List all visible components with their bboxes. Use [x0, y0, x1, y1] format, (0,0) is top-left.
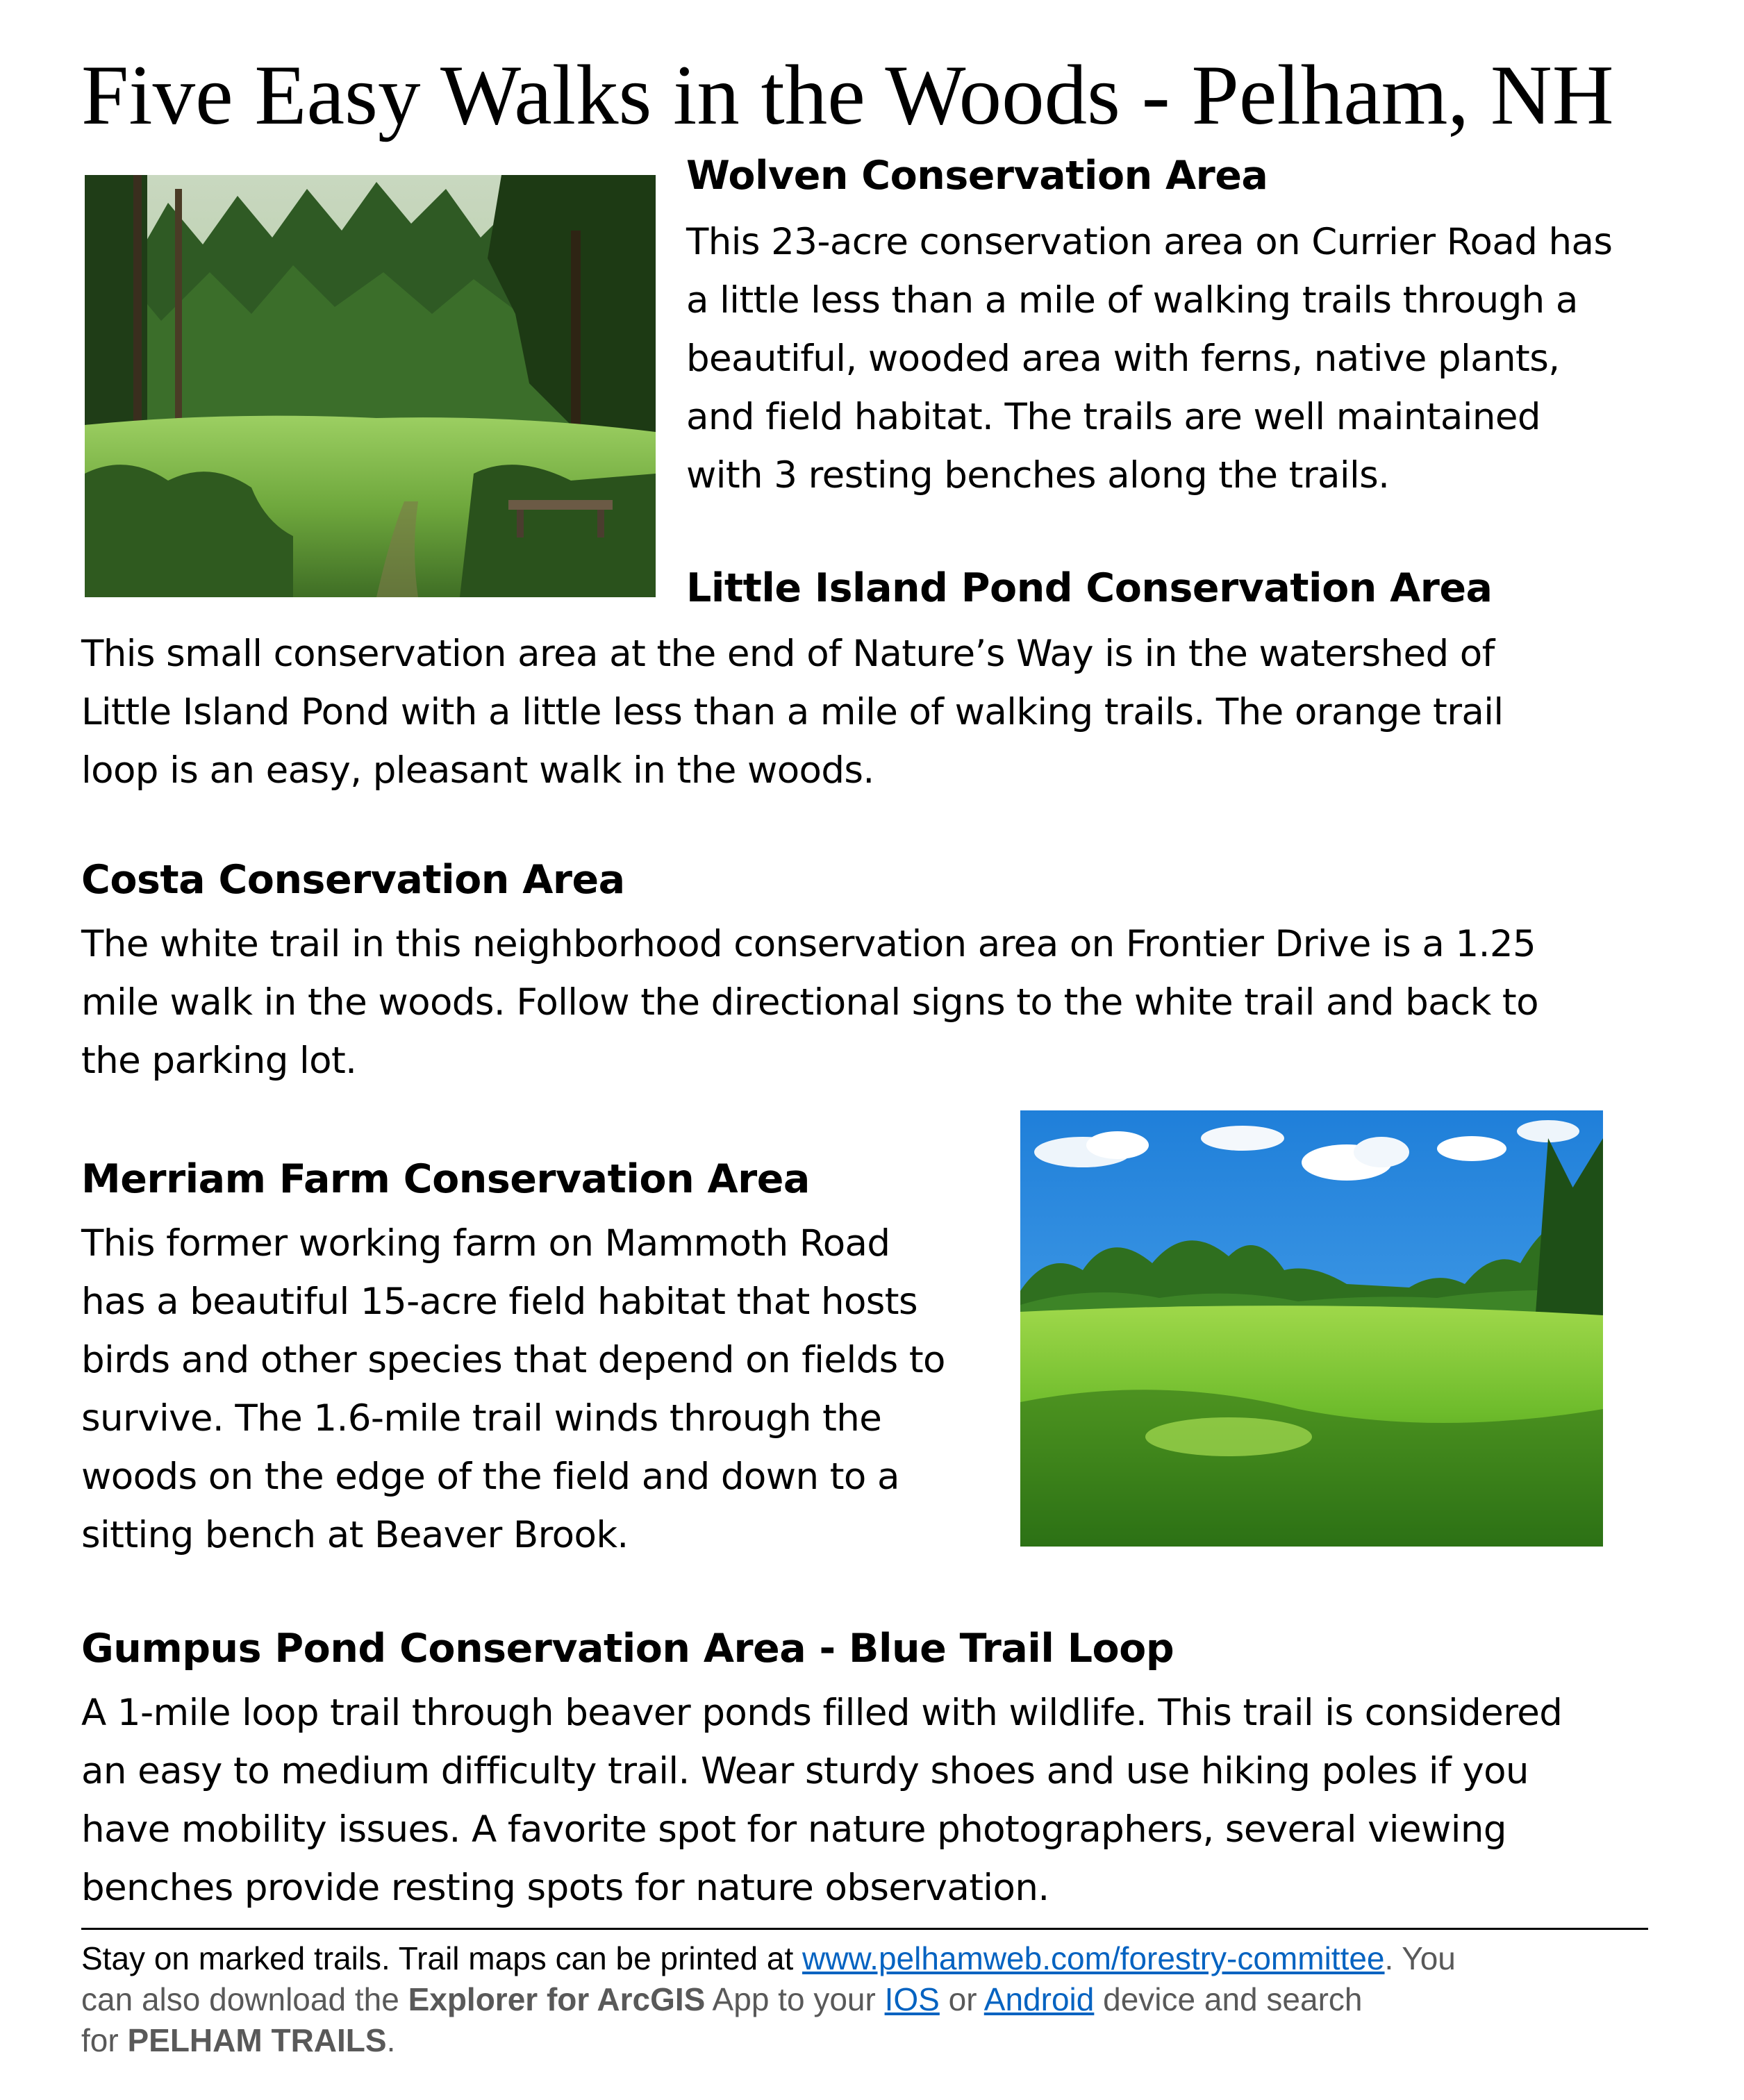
- text-line: and field habitat. The trails are well maintained: [686, 396, 1540, 438]
- text-line: with 3 resting benches along the trails.: [686, 454, 1390, 497]
- text-line: Little Island Pond with a little less than a mile of walking trails. The orange trail: [81, 691, 1504, 733]
- text-line: The white trail in this neighborhood conservation area on Frontier Drive is a 1.25: [81, 923, 1536, 965]
- section-text-wolven: [686, 213, 1612, 505]
- footer-text: App to your: [705, 1981, 885, 2017]
- text-line: sitting bench at Beaver Brook.: [81, 1514, 629, 1556]
- section-heading-costa: Costa Conservation Area: [81, 857, 625, 903]
- merriam-farm-photo: [1020, 1110, 1603, 1547]
- section-heading-merriam-farm: Merriam Farm Conservation Area: [81, 1156, 810, 1202]
- text-line: the parking lot.: [81, 1040, 357, 1082]
- section-heading-wolven: Wolven Conservation Area: [686, 153, 1268, 199]
- text-line: This former working farm on Mammoth Road: [81, 1222, 890, 1265]
- app-name: Explorer for ArcGIS: [408, 1981, 706, 2017]
- section-text-gumpus-pond: [81, 1684, 1562, 1917]
- text-line: an easy to medium difficulty trail. Wear sturdy shoes and use hiking poles if you: [81, 1750, 1529, 1792]
- footer-divider: [81, 1928, 1648, 1930]
- text-line: beautiful, wooded area with ferns, native plants,: [686, 338, 1560, 380]
- forestry-committee-link[interactable]: www.pelhamweb.com/forestry-committee: [802, 1940, 1385, 1976]
- text-line: woods on the edge of the field and down to a: [81, 1456, 899, 1498]
- text-line: have mobility issues. A favorite spot for nature photographers, several viewing: [81, 1808, 1506, 1851]
- footer-text: . You: [1384, 1940, 1456, 1976]
- text-line: loop is an easy, pleasant walk in the woods.: [81, 749, 874, 792]
- text-line: benches provide resting spots for nature observation.: [81, 1867, 1049, 1909]
- text-line: mile walk in the woods. Follow the directional signs to the white trail and back to: [81, 981, 1538, 1024]
- page-title: Five Easy Walks in the Woods - Pelham, NH: [81, 47, 1614, 142]
- section-heading-little-island-pond: Little Island Pond Conservation Area: [686, 565, 1493, 611]
- footer-text: .: [386, 2022, 396, 2058]
- section-heading-gumpus-pond: Gumpus Pond Conservation Area - Blue Trail Loop: [81, 1626, 1174, 1672]
- text-line: has a beautiful 15-acre field habitat that hosts: [81, 1281, 917, 1323]
- android-link[interactable]: Android: [983, 1981, 1095, 2017]
- section-text-merriam-farm: [81, 1215, 945, 1565]
- footer-text: device and search: [1094, 1981, 1363, 2017]
- section-text-little-island-pond: [81, 625, 1504, 800]
- footer-text: for: [81, 2022, 128, 2058]
- search-term: PELHAM TRAILS: [127, 2022, 387, 2058]
- text-line: This small conservation area at the end of Nature’s Way is in the watershed of: [81, 633, 1495, 675]
- wolven-photo: [85, 175, 656, 597]
- footer-text: or: [939, 1981, 984, 2017]
- text-line: survive. The 1.6-mile trail winds through the: [81, 1397, 882, 1440]
- text-line: birds and other species that depend on fields to: [81, 1339, 945, 1381]
- text-line: a little less than a mile of walking trails through a: [686, 279, 1578, 322]
- section-text-costa: [81, 915, 1538, 1090]
- footer-text: can also download the: [81, 1981, 408, 2017]
- footer-text: Stay on marked trails. Trail maps can be printed at: [81, 1940, 803, 1976]
- text-line: A 1-mile loop trail through beaver ponds filled with wildlife. This trail is considered: [81, 1692, 1563, 1734]
- footer-note: [81, 1938, 1679, 2061]
- ios-link[interactable]: IOS: [884, 1981, 940, 2017]
- text-line: This 23-acre conservation area on Currier Road has: [686, 221, 1613, 263]
